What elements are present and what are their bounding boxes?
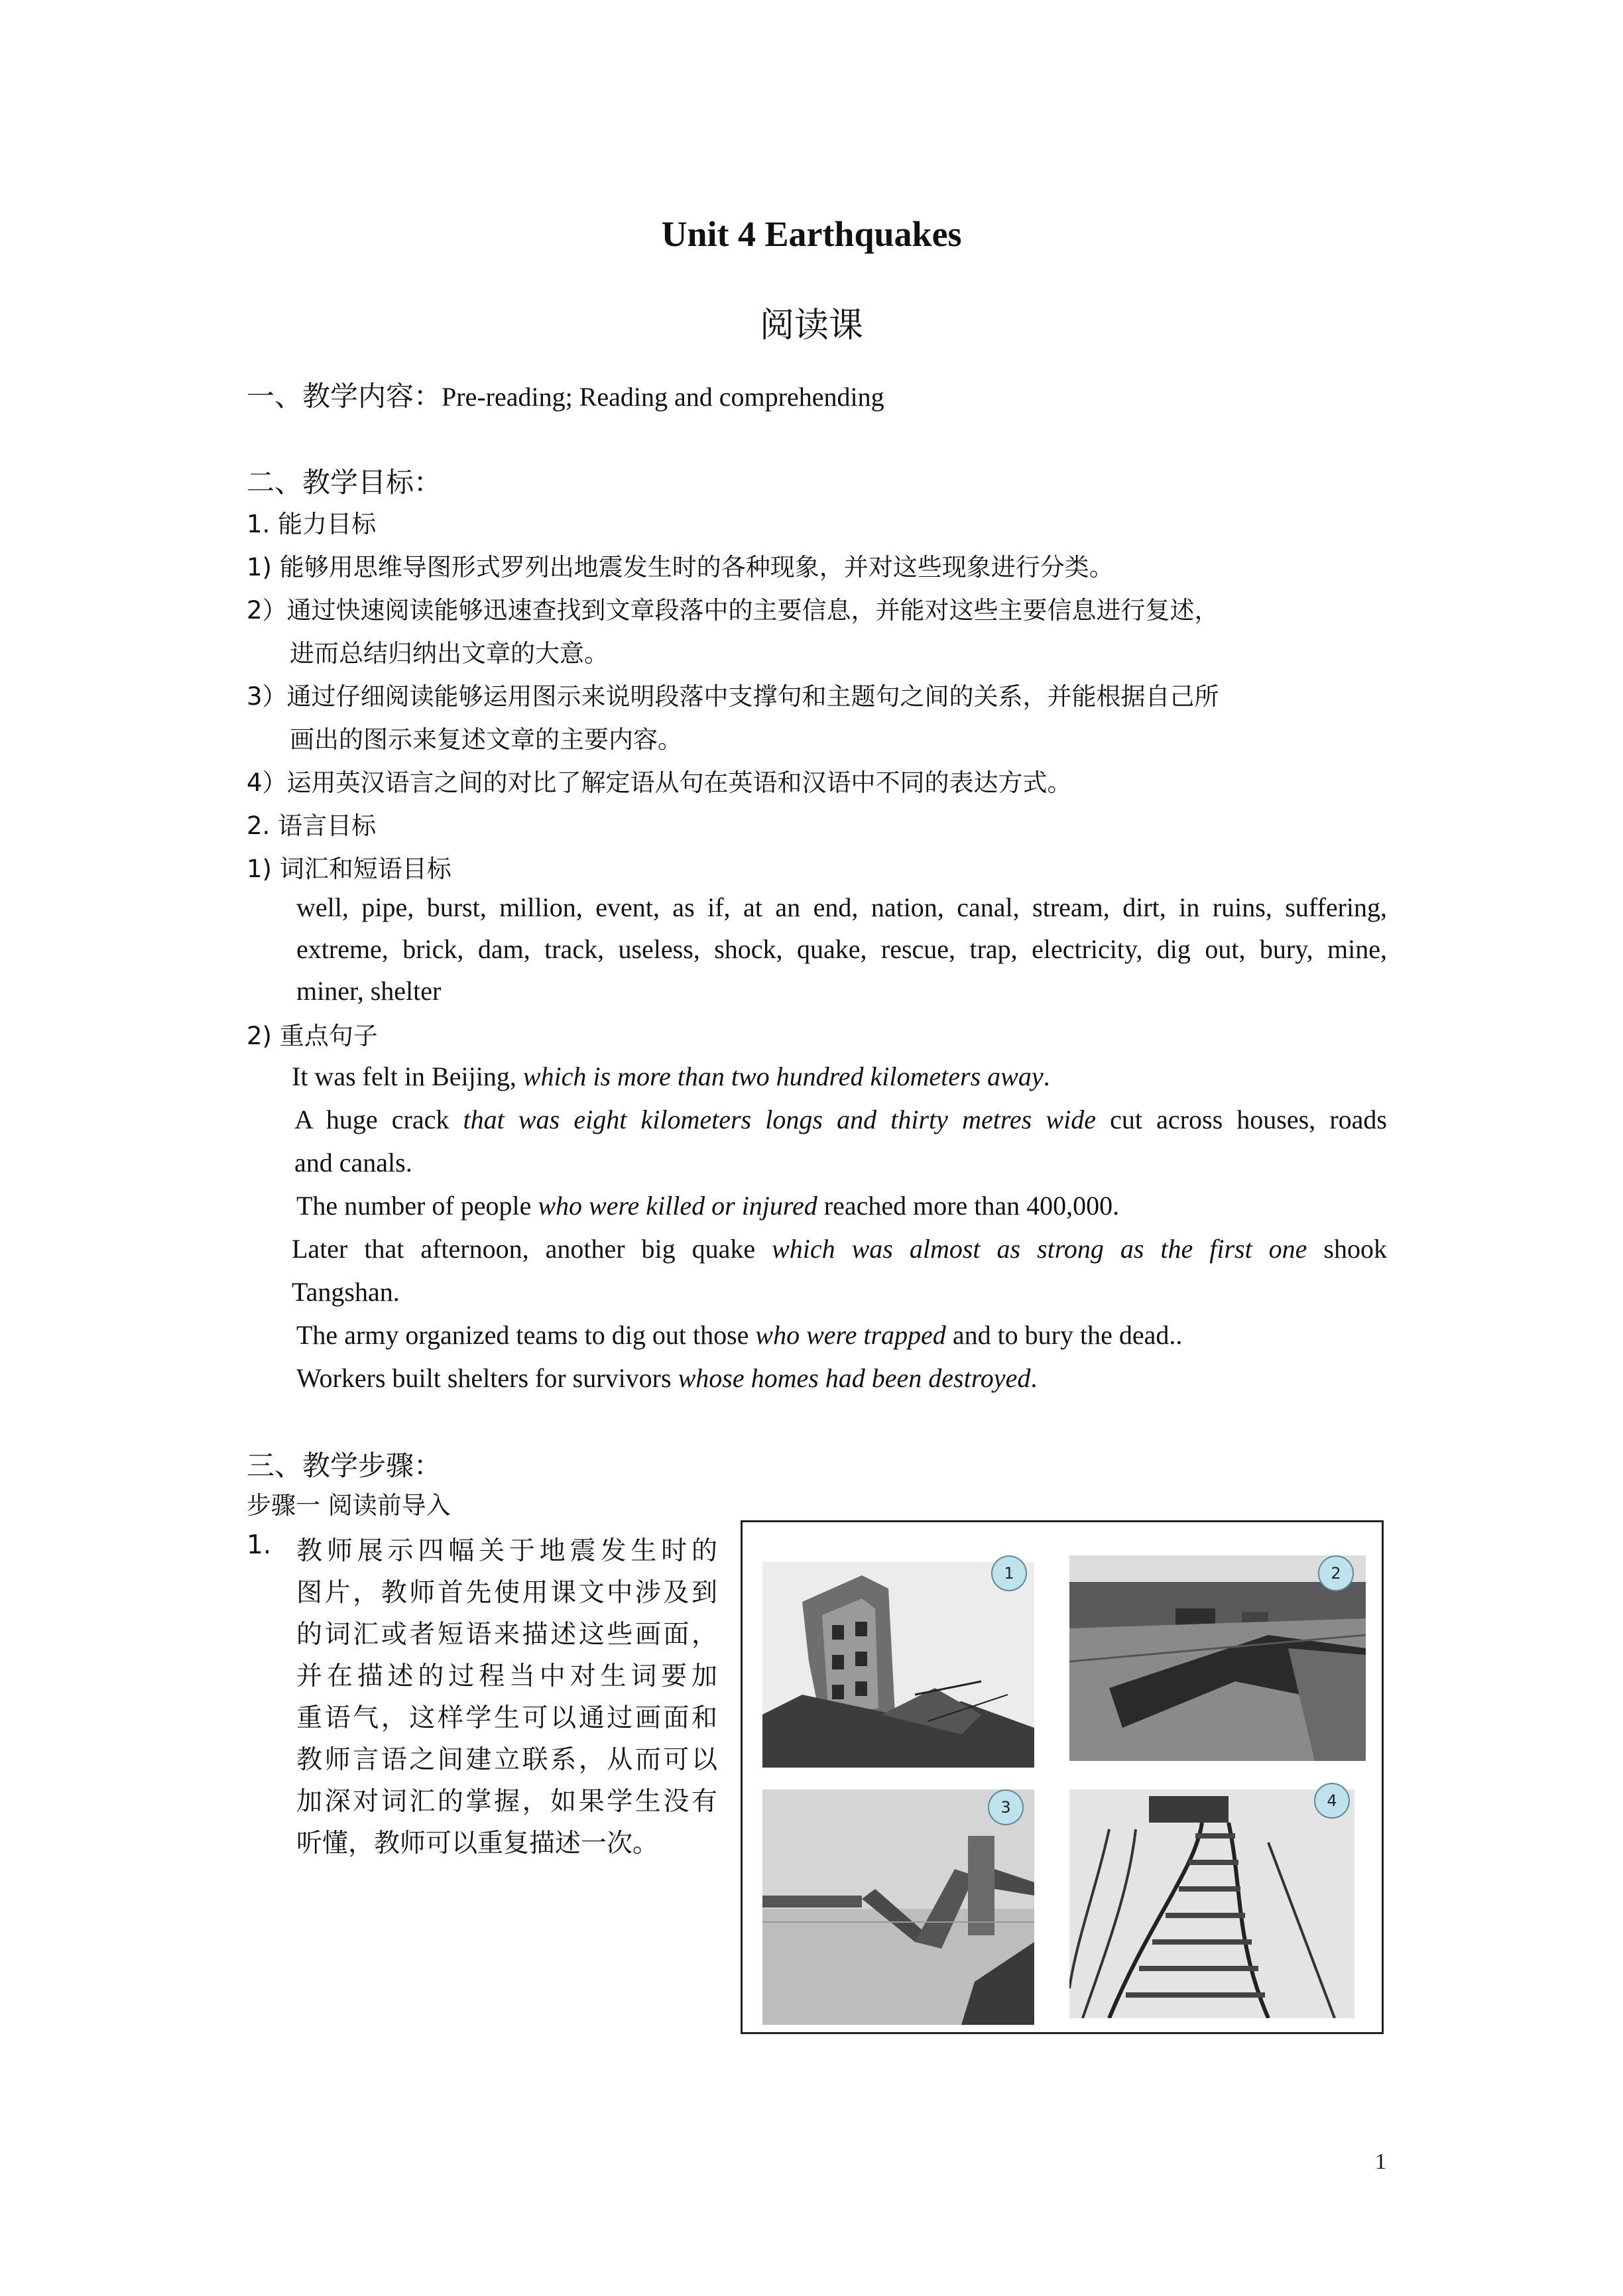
step-1-line-1: 教师展示四幅关于地震发生时的 xyxy=(296,1536,717,1566)
sentence-4 xyxy=(292,1233,1387,1264)
photo-label-1: 1 xyxy=(991,1555,1027,1591)
item-num: 1) xyxy=(247,553,272,581)
ability-heading: 1. 能力目标 xyxy=(247,510,377,538)
item-text: 通过快速阅读能够迅速查找到文章段落中的主要信息，并能对这些主要信息进行复述， xyxy=(286,596,1219,625)
sentence-2-cont: and canals. xyxy=(294,1148,412,1178)
language-heading: 2. 语言目标 xyxy=(247,812,377,840)
step-1-line-3: 的词汇或者短语来描述这些画面， xyxy=(296,1620,717,1650)
step-1-line-5: 重语气，这样学生可以通过画面和 xyxy=(296,1703,717,1733)
section-1-heading xyxy=(247,375,884,414)
step-1-line-8: 听懂，教师可以重复描述一次。 xyxy=(296,1829,659,1858)
twisted-railway-photo xyxy=(1069,1789,1354,2018)
item-num: 3） xyxy=(247,682,287,711)
sentence-1 xyxy=(292,1061,1050,1092)
sentence-text: . xyxy=(1043,1061,1050,1091)
page-subtitle: 阅读课 xyxy=(759,306,863,345)
ability-item-1 xyxy=(247,547,1114,583)
step-1-heading: 步骤一 阅读前导入 xyxy=(247,1491,451,1520)
item-text: 运用英汉语言之间的对比了解定语从句在英语和汉语中不同的表达方式。 xyxy=(286,768,1072,797)
ability-item-4 xyxy=(247,762,1072,798)
sentence-text: It was felt in Beijing, xyxy=(292,1061,523,1091)
cracked-road-photo xyxy=(1069,1555,1366,1761)
section-1-content: Pre-reading; Reading and comprehending xyxy=(442,382,884,412)
sentence-clause: which is more than two hundred kilometers away xyxy=(522,1061,1044,1091)
sentence-5 xyxy=(296,1319,1182,1351)
sentence-text: cut across houses, roads xyxy=(1095,1105,1387,1134)
sentence-clause: which was almost as strong as the first one xyxy=(772,1234,1307,1264)
sentence-clause: who were trapped xyxy=(755,1320,946,1350)
section-2-heading: 二、教学目标： xyxy=(247,466,442,499)
photo-label-2: 2 xyxy=(1318,1555,1354,1591)
sentence-4-cont: Tangshan. xyxy=(292,1277,400,1307)
sentence-text: shook xyxy=(1307,1234,1387,1264)
vocab-label: 1) 词汇和短语目标 xyxy=(247,855,451,883)
step-1-line-4: 并在描述的过程当中对生词要加 xyxy=(296,1662,717,1691)
sentence-clause: that was eight kilometers longs and thirty metres wide xyxy=(463,1105,1096,1134)
vocab-line-1: well, pipe, burst, million, event, as if, at an end, nation, canal, stream, dirt, in ruins, suffering, xyxy=(296,892,1387,922)
collapsed-building-photo xyxy=(762,1562,1034,1768)
step-1-line-7: 加深对词汇的掌握，如果学生没有 xyxy=(296,1787,717,1817)
sentence-text: The army organized teams to dig out those xyxy=(296,1320,756,1350)
sentence-text: . xyxy=(1030,1363,1038,1393)
section-3-heading: 三、教学步骤： xyxy=(247,1449,442,1482)
sentence-text: A huge crack xyxy=(294,1105,463,1134)
sentence-text: and to bury the dead.. xyxy=(945,1320,1183,1350)
page-title: Unit 4 Earthquakes xyxy=(661,214,962,254)
step-1-item-num: 1. xyxy=(247,1530,272,1560)
sentence-text: The number of people xyxy=(296,1191,538,1221)
ability-item-2 xyxy=(247,590,1219,626)
sentences-label: 2) 重点句子 xyxy=(247,1022,378,1050)
earthquake-photo-panel xyxy=(741,1520,1384,2034)
item-text: 通过仔细阅读能够运用图示来说明段落中支撑句和主题句之间的关系，并能根据自己所 xyxy=(286,682,1219,711)
step-1-line-2: 图片，教师首先使用课文中涉及到 xyxy=(296,1578,717,1608)
step-1-line-6: 教师言语之间建立联系，从而可以 xyxy=(296,1745,717,1775)
sentence-3 xyxy=(296,1190,1119,1221)
ability-item-3 xyxy=(247,676,1219,712)
sentence-2 xyxy=(294,1104,1387,1135)
sentence-text: Workers built shelters for survivors xyxy=(296,1363,678,1393)
ability-item-3-cont: 画出的图示来复述文章的主要内容。 xyxy=(290,725,682,754)
vocab-line-3: miner, shelter xyxy=(296,976,442,1006)
item-num: 2） xyxy=(247,596,287,625)
item-num: 4） xyxy=(247,768,287,797)
vocab-line-2: extreme, brick, dam, track, useless, shock, quake, rescue, trap, electricity, dig out, bury, mine, xyxy=(296,934,1387,964)
page-number: 1 xyxy=(1375,2149,1386,2174)
item-text: 能够用思维导图形式罗列出地震发生时的各种现象，并对这些现象进行分类。 xyxy=(279,553,1114,581)
section-1-label: 一、教学内容： xyxy=(247,380,442,412)
collapsed-bridge-photo xyxy=(762,1789,1034,2025)
photo-label-3: 3 xyxy=(988,1789,1024,1825)
ability-item-2-cont: 进而总结归纳出文章的大意。 xyxy=(290,639,609,668)
sentence-clause: who were killed or injured xyxy=(538,1191,817,1221)
sentence-text: Later that afternoon, another big quake xyxy=(292,1234,772,1264)
sentence-6 xyxy=(296,1362,1037,1394)
sentence-clause: whose homes had been destroyed xyxy=(678,1363,1031,1393)
sentence-text: reached more than 400,000. xyxy=(817,1191,1120,1221)
photo-label-4: 4 xyxy=(1314,1783,1350,1819)
